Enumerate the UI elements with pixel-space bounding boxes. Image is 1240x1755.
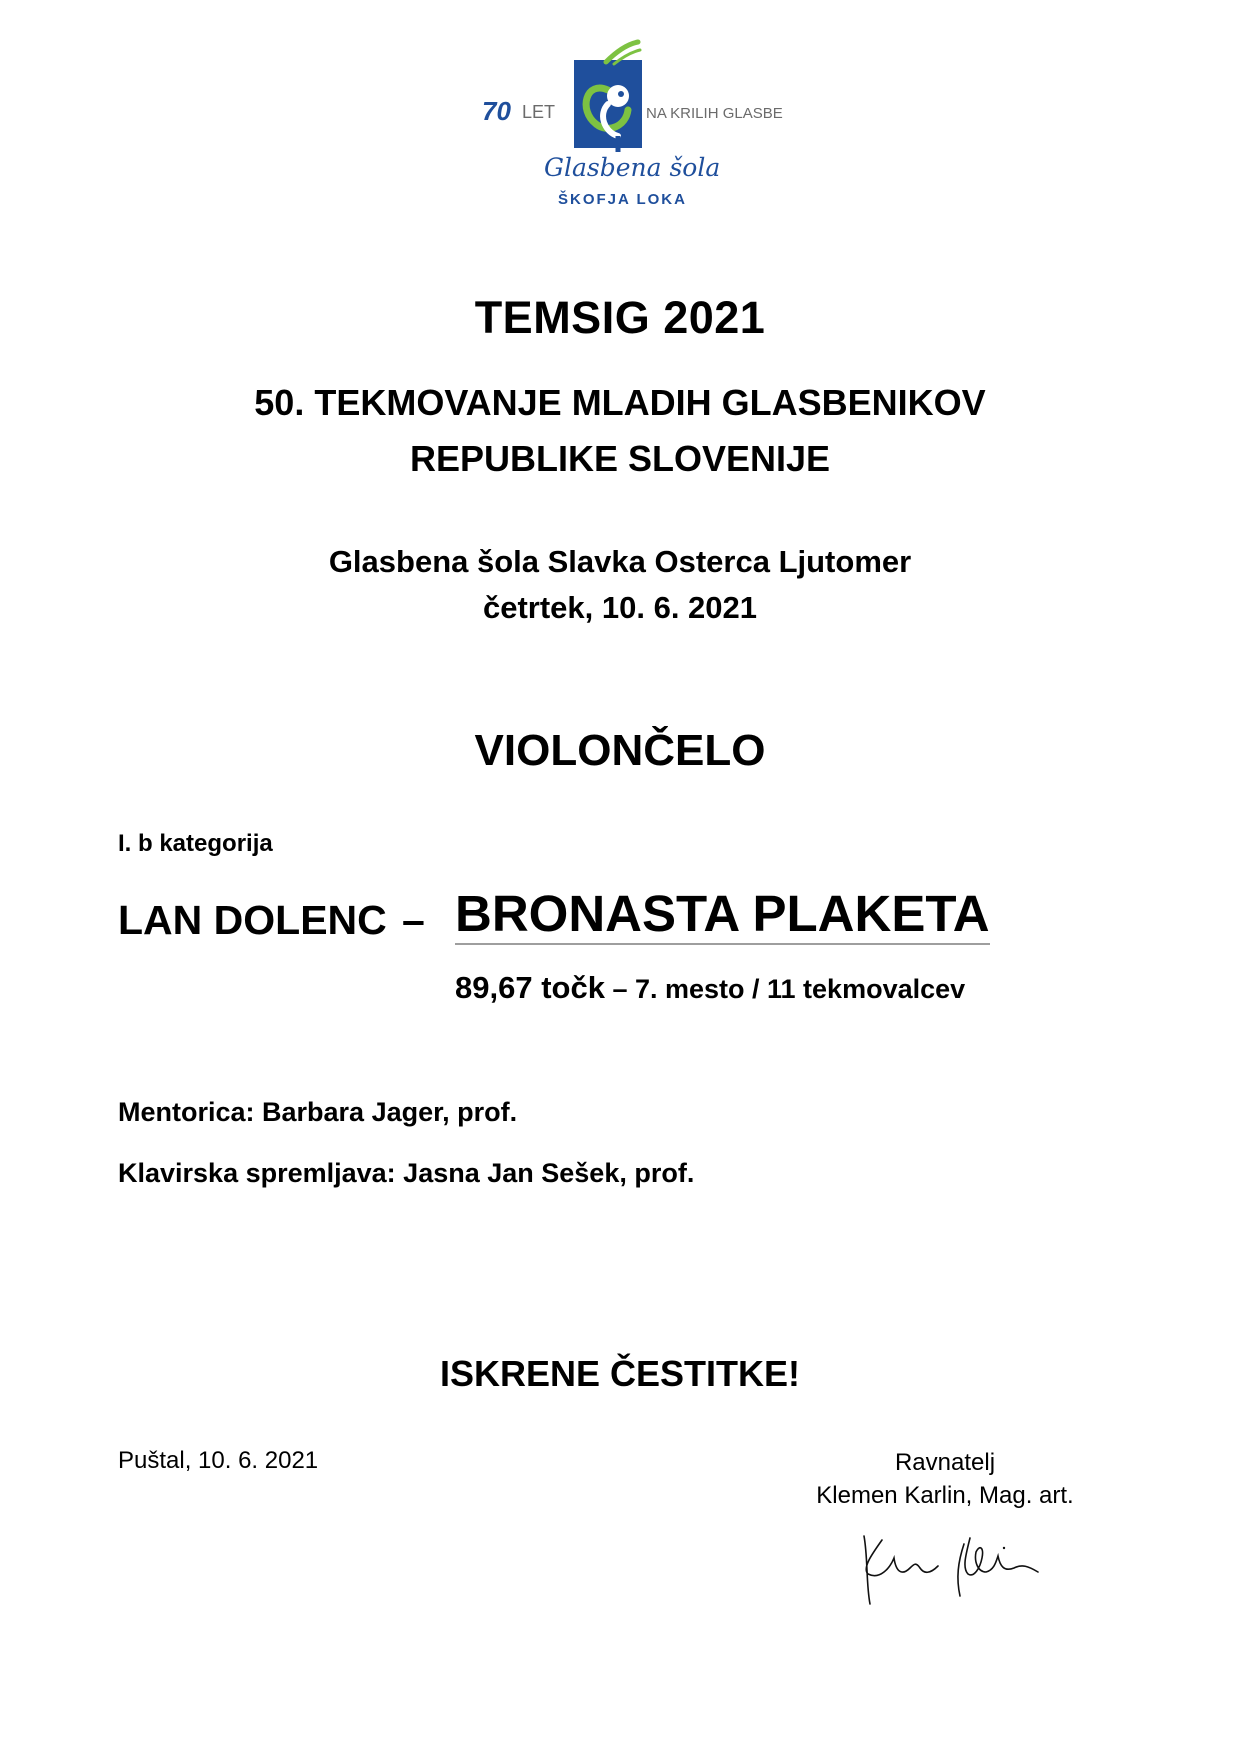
signatory-name: Klemen Karlin, Mag. art. (816, 1481, 1074, 1509)
logo-graphic (482, 40, 783, 230)
competition-title-line2: REPUBLIKE SLOVENIJE (409, 438, 831, 479)
school-logo (482, 40, 783, 230)
signatory-role: Ravnatelj (894, 1449, 996, 1476)
page-title: TEMSIG 2021 (474, 292, 766, 343)
handwritten-signature (854, 1528, 1054, 1608)
score-placement: – 7. mesto / 11 tekmovalcev (604, 974, 966, 1004)
signature-graphic (854, 1528, 1054, 1608)
logo-tagline: NA KRILIH GLASBE (646, 105, 783, 122)
logo-anniversary-number: 70 (482, 96, 511, 126)
logo-anniversary-word: LET (522, 102, 556, 122)
result-dash: – (402, 897, 425, 943)
logo-school-script: Glasbena šola (544, 153, 721, 182)
award-title: BRONASTA PLAKETA (455, 887, 990, 945)
score-line (455, 970, 965, 1006)
signature-block (800, 1447, 1090, 1512)
event-date: četrtek, 10. 6. 2021 (482, 590, 758, 625)
mentor-line: Mentorica: Barbara Jager, prof. (118, 1097, 518, 1127)
instrument-heading: VIOLONČELO (474, 726, 766, 775)
student-name: LAN DOLENC (118, 897, 387, 943)
score-points: 89,67 točk (455, 970, 605, 1005)
competition-title-line1: 50. TEKMOVANJE MLADIH GLASBENIKOV (254, 382, 986, 423)
category-label: I. b kategorija (118, 830, 273, 857)
accompaniment-line: Klavirska spremljava: Jasna Jan Sešek, prof. (118, 1158, 695, 1188)
place-and-date: Puštal, 10. 6. 2021 (118, 1447, 319, 1474)
congratulations-heading: ISKRENE ČESTITKE! (439, 1353, 801, 1394)
logo-school-town: ŠKOFJA LOKA (558, 191, 687, 208)
venue: Glasbena šola Slavka Osterca Ljutomer (328, 544, 912, 579)
